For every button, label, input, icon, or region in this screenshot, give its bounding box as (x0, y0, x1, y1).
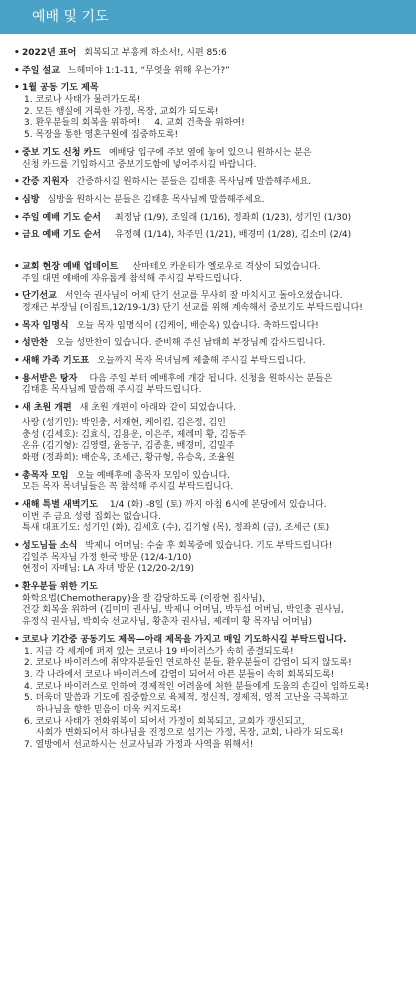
item-text: 서인숙 권사님이 어제 단기 선교를 무사히 잘 마치시고 돌아오셨습니다. (64, 291, 343, 302)
item-text: 주일 대면 예배에 자유롭게 참석해 주시길 부탁드립니다. (22, 273, 242, 284)
item-text: 다음 주일 부터 예배후에 개강 됩니다. 신청을 원하시는 분들은 (89, 373, 333, 384)
list-item: 2. 모든 행실에 거룩한 가정, 목장, 교회가 되도록! (24, 106, 219, 117)
item-text: 유정식 권사님, 박희숙 선교사님, 황춘자 권사님, 제레미 황 목자님 어머님) (22, 617, 312, 628)
item-text: 오늘 성만찬이 있습니다. 준비해 주신 남태희 부장님께 감사드립니다. (56, 338, 326, 349)
jan-prayer-item (14, 83, 410, 141)
visit-item (14, 195, 410, 207)
sunday-order-item (14, 213, 410, 225)
bullet-icon: • (14, 634, 20, 645)
item-text: 특새 대표기도: 성기인 (화), 김세호 (수), 김기형 (목), 정좌희 (금), 조세근 (토) (22, 523, 330, 534)
bullet-icon: • (14, 499, 20, 510)
prodigal-item (14, 374, 410, 397)
item-text: 최정남 (1/9), 조일래 (1/16), 정좌희 (1/23), 성기인 (1/30) (114, 212, 352, 223)
item-text: 오늘까지 목자 목녀님께 제출해 주시길 부탁드립니다. (97, 356, 306, 367)
list-item: 1. 지금 각 세계에 퍼져 있는 코로나 19 바이러스가 속히 종결되도록! (24, 646, 294, 657)
item-text: 김일주 목자님 가정 한국 방문 (12/4-1/10) (22, 552, 192, 563)
item-label: 주일 설교 (22, 65, 60, 76)
item-label: 심방 (22, 194, 40, 205)
bullet-icon: • (14, 83, 20, 94)
list-item: 4. 코로나 바이러스로 인하여 경제적인 어려움에 처한 분들에게 도움의 손길이 임하도록! (24, 681, 370, 692)
bullet-icon: • (14, 541, 20, 551)
new-groups-item (14, 403, 410, 464)
item-label: 새해 가족 기도표 (22, 356, 90, 367)
mission-item (14, 291, 410, 314)
item-text: 현정이 자매님: LA 자녀 방문 (12/20-2/19) (22, 564, 195, 575)
list-item: 6. 코로나 사태가 전화위복이 되어서 가정이 회복되고, 교회가 갱신되고, (24, 716, 305, 727)
item-label: 성만찬 (22, 338, 49, 349)
card-item (14, 148, 410, 171)
dawn-prayer-item (14, 500, 410, 535)
bullet-icon: • (14, 582, 20, 593)
bullet-icon: • (14, 320, 20, 331)
item-label: 간증 지원자 (22, 177, 69, 188)
list-item: 7. 열방에서 선교하시는 선교사님과 가정과 사역을 위해서! (24, 740, 254, 750)
item-text: 느헤미야 1:1-11, “무엇을 위해 우는가?” (67, 65, 230, 76)
item-text: 오늘 목자 임명식이 (김케이, 배순옥) 있습니다. 축하드립니다! (76, 320, 319, 331)
item-label: 단기선교 (22, 291, 57, 302)
item-label: 환우분들 위한 기도 (22, 582, 98, 593)
item-label: 새 초원 개편 (22, 403, 72, 414)
item-text: 모든 목자 목녀님들은 꼭 참석해 주시길 부탁드립니다. (22, 482, 234, 493)
item-text: 예배당 입구에 주보 옆에 놓여 있으니 원하시는 분은 (108, 147, 312, 158)
item-text: 이번 주 금요 성령 집회는 없습니다. (22, 511, 161, 522)
bullet-icon: • (14, 48, 20, 58)
testimony-item (14, 177, 410, 189)
bullet-icon: • (14, 230, 20, 241)
patients-item (14, 582, 410, 629)
item-text: 김태훈 목사님께 말씀해 주시길 부탁드립니다. (22, 385, 202, 396)
bullet-icon: • (14, 212, 20, 223)
list-item: 5. 더욱더 말씀과 기도에 집중함으로 육체적, 정신적, 경제적, 영적 고난을 극복하고 (24, 693, 348, 704)
list-item: 5. 목장을 통한 영혼구원에 집중하도록! (24, 130, 179, 141)
list-item: 3. 환우분들의 회복을 위하여! (24, 118, 141, 129)
corona-prayer-item (14, 635, 410, 752)
group-row: 화평 (정좌희): 배순옥, 조세근, 황규형, 유승옥, 조율원 (22, 452, 235, 463)
bullet-icon: • (14, 65, 20, 76)
bullet-icon: • (14, 291, 20, 302)
page-title: 예배 및 기도 (32, 9, 109, 25)
family-prayer-item (14, 356, 410, 368)
item-text: 유정혜 (1/14), 차주민 (1/21), 배경미 (1/28), 김소미 (2/4) (114, 230, 352, 241)
update-item (14, 262, 410, 285)
item-text: 산마테오 카운티가 옐로우로 격상이 되었습니다. (132, 261, 321, 272)
sermon-item (14, 66, 410, 78)
announcements (14, 48, 410, 758)
item-label: 성도님들 소식 (22, 541, 78, 551)
list-item: 1. 코로나 사태가 물러가도록! (24, 95, 141, 106)
bullet-icon: • (14, 356, 20, 367)
item-text: 심방을 원하시는 분들은 김태훈 목사님께 말씀해주세요. (47, 194, 265, 205)
item-text: 건강 회복을 위하여 (김미미 권사님, 박제니 어머님, 박두섭 어버님, 박인충 권사님, (22, 605, 344, 616)
group-row: 사랑 (성기인): 박인충, 서재현, 케이킴, 김은정, 김인 (22, 417, 226, 428)
item-label: 2022년 표어 (22, 48, 77, 58)
bullet-icon: • (14, 470, 20, 481)
section-header (0, 0, 416, 34)
bullet-icon: • (14, 177, 20, 188)
shepherds-item (14, 471, 410, 494)
item-label: 1월 공동 기도 제목 (22, 83, 99, 94)
bullet-icon: • (14, 338, 20, 349)
item-text: 새 초원 개편이 아래와 같이 되었습니다. (79, 403, 237, 414)
list-item: 4. 교회 건축을 위하여! (154, 118, 245, 129)
item-text: 1/4 (화) -8일 (토) 까지 아침 6시에 본당에서 있습니다. (109, 499, 327, 510)
item-text: 신청 카드를 기입하시고 중보기도함에 넣어주시길 바랍니다. (22, 159, 257, 170)
item-label: 새해 특별 새벽기도 (22, 499, 98, 510)
group-row: 충성 (김세호): 김효식, 김용운, 이은주, 제레미 황, 김동주 (22, 429, 247, 440)
friday-order-item (14, 230, 410, 242)
group-row: 온유 (김기형): 김영렬, 윤동구, 김종훈, 배경미, 김밀주 (22, 441, 235, 452)
item-text: 회복되고 부흥케 하소서!, 시편 85:6 (84, 48, 227, 58)
bullet-icon: • (14, 147, 20, 158)
item-label: 목자 임명식 (22, 320, 69, 331)
item-text: 박제니 어머님: 수술 후 회복중에 있습니다. 기도 부탁드립니다! (85, 541, 333, 551)
appointment-item (14, 321, 410, 333)
list-item: 하나님을 향한 믿음이 더욱 커지도록! (36, 704, 182, 715)
bullet-icon: • (14, 403, 20, 414)
item-label: 금요 예배 기도 순서 (22, 230, 101, 241)
list-item: 2. 코로나 바이러스에 취약자분들인 연로하신 분들, 환우분들이 감염이 되지 않도록! (24, 658, 352, 669)
sacrament-item (14, 338, 410, 350)
item-label: 교회 현장 예배 업데이트 (22, 261, 119, 272)
item-text: 정재근 부장님 (이집트,12/19-1/3) 단기 선교를 위해 계속해서 중보기도 부탁드립니다! (22, 303, 363, 313)
bullet-icon: • (14, 261, 20, 272)
bullet-icon: • (14, 194, 20, 205)
item-label: 중보 기도 신청 카드 (22, 147, 101, 158)
list-item: 3. 각 나라에서 코로나 바이러스에 감염이 되어서 아픈 분들이 속히 회복되도록! (24, 669, 335, 680)
list-item: 사회가 변화되어서 하나님을 진정으로 섬기는 가정, 목장, 교회, 나라가 되도록! (36, 728, 344, 739)
item-label: 용서받은 탕자 (22, 373, 78, 384)
motto-item (14, 48, 410, 60)
bullet-icon: • (14, 373, 20, 384)
item-text: 화학요법(Chemotherapy)을 잘 감당하도록 (이광현 집사님), (22, 593, 265, 604)
news-item (14, 541, 410, 576)
item-label: 주일 예배 기도 순서 (22, 212, 101, 223)
item-text: 오늘 예배후에 총목자 모임이 있습니다. (76, 470, 231, 481)
item-text: 간증하시길 원하시는 분들은 김태훈 목사님께 말씀해주세요. (76, 177, 312, 188)
item-label: 총목자 모임 (22, 470, 69, 481)
item-label: 코로나 기간중 공동기도 제목—아래 제목을 가지고 매일 기도하시길 부탁드립니다. (22, 634, 347, 645)
